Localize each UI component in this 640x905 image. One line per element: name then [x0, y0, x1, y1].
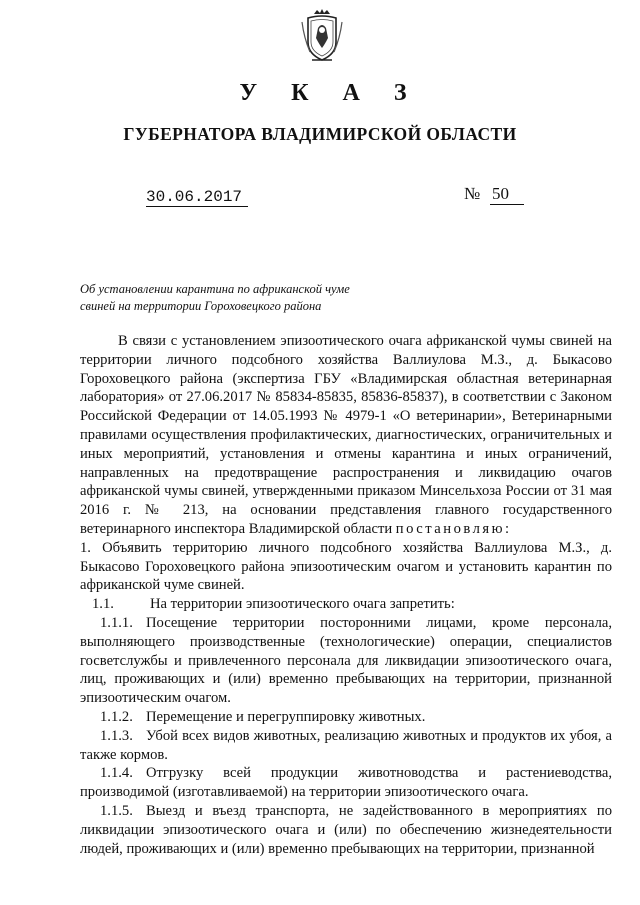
list-item: [80, 614, 612, 708]
list-item: [80, 727, 612, 765]
preamble-text: В связи с установлением эпизоотического очага африканской чумы свиней на территории личного подсобного хозяйства Валлиулова М.З., д. Быкасово Гороховецкого района (экспертиза ГБУ «Владимирская областная ветеринарная лаборатория» от 27.06.2017 № 85834-85835, 85836-85837), в соответствии с Законом Российской Федерации от 14.05.1993 № 4979-1 «О ветеринарии», Ветеринарными правилами осуществления профилактических, диагностических, ограничительных и иных мероприятий, установления и отмены карантина и иных ограничений, направленных на предотвращение распространения и ликвидацию очагов африканской чумы свиней, утвержденными приказом Минсельхоза России от 31 мая 2016 г. № 213, на основании представления главного государственного ветеринарного инспектора Владимирской области: [80, 333, 612, 537]
item-label: 1.1.1.: [100, 614, 133, 631]
document-title: У К А З: [239, 80, 421, 106]
item-text: Убой всех видов животных, реализацию животных и продуктов их убоя, а также кормов.: [80, 727, 612, 763]
number-label: №: [464, 184, 481, 203]
issuer-heading: ГУБЕРНАТОРА ВЛАДИМИРСКОЙ ОБЛАСТИ: [123, 124, 517, 144]
item-label: 1.1.3.: [100, 727, 133, 744]
item-text: На территории эпизоотического очага запретить:: [150, 596, 455, 613]
item-label: 1.1.4.: [100, 765, 133, 782]
item-text: Посещение территории посторонними лицами, кроме персонала, выполняющего производственные (технологические) операции, специалистов госветслужбы и привлеченного персонала для ликвидации эпизоотического очага, лиц, проживающих и (или) временно пребывающих на территории, признанной эпизоотическим очагом.: [80, 614, 612, 707]
document-number: 50: [490, 184, 524, 205]
document-subject: Об установлении карантина по африканской чуме свиней на территории Гороховецкого района: [80, 282, 350, 313]
item-label: 1.: [80, 539, 91, 556]
item-label: 1.1.: [92, 596, 114, 613]
document-body: [80, 332, 612, 858]
item-label: 1.1.2.: [100, 708, 133, 725]
coat-of-arms-icon: [300, 8, 344, 64]
list-item: [80, 764, 612, 802]
decree-word: постановляю:: [395, 520, 512, 537]
preamble-paragraph: [80, 332, 612, 539]
item-label: 1.1.5.: [100, 802, 133, 819]
list-item: [80, 595, 612, 614]
list-item: [80, 708, 612, 727]
item-text: Выезд и въезд транспорта, не задействованного в мероприятиях по ликвидации эпизоотического очага и (или) по обеспечению жизнедеятельности людей, проживающих и (или) временно пребывающих на территории, признанной: [80, 802, 612, 857]
item-text: Отгрузку всей продукции животноводства и растениеводства, производимой (изготавливаемой) на территории эпизоотического очага.: [80, 765, 612, 801]
item-text: Перемещение и перегруппировку животных.: [146, 708, 426, 725]
list-item: [80, 802, 612, 858]
item-text: Объявить территорию личного подсобного хозяйства Валлиулова М.З., д. Быкасово Гороховецкого района эпизоотическим очагом и установить карантин по африканской чуме свиней.: [80, 539, 612, 594]
list-item: [80, 539, 612, 595]
document-date: 30.06.2017: [146, 188, 248, 207]
